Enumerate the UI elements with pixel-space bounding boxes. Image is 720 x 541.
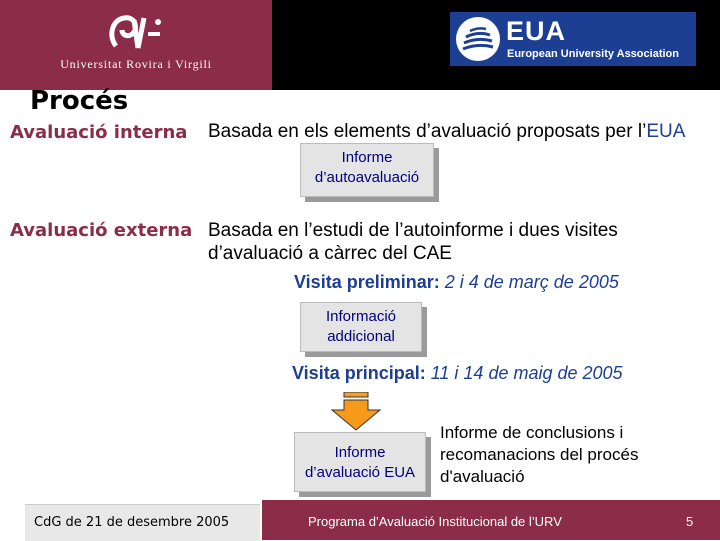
preliminary-visit-date: 2 i 4 de març de 2005 <box>444 272 619 292</box>
eua-globe-icon <box>456 17 500 61</box>
external-evaluation-label: Avaluació externa <box>10 220 193 241</box>
eua-full-name: European University Association <box>507 48 679 60</box>
conclusions-line: d'avaluació <box>440 467 525 486</box>
eua-evaluation-report-box <box>294 432 426 492</box>
additional-information-box <box>300 302 422 352</box>
urv-logo-icon <box>104 12 168 52</box>
footer-date-text: CdG de 21 de desembre 2005 <box>34 515 230 530</box>
internal-description-text: Basada en els elements d’avaluació proposats per l’ <box>208 121 647 142</box>
internal-description-eua: EUA <box>646 121 686 142</box>
box-line: d’avaluació EUA <box>304 464 416 481</box>
box-line: Informació <box>325 308 397 325</box>
conclusions-line: Informe de conclusions i <box>440 423 624 442</box>
preliminary-visit <box>294 272 619 293</box>
conclusions-line: recomanacions del procés <box>440 445 639 464</box>
main-visit <box>292 363 623 384</box>
main-visit-date: 11 i 14 de maig de 2005 <box>430 363 623 383</box>
eua-acronym: EUA <box>506 16 567 46</box>
external-evaluation-description-line2: d’avaluació a càrrec del CAE <box>208 243 452 264</box>
box-line: Informe <box>341 149 393 166</box>
down-arrow-icon <box>328 392 384 432</box>
main-visit-label: Visita principal: <box>292 363 426 383</box>
slide-title: Procés <box>30 86 129 116</box>
box-line: Informe <box>334 444 386 461</box>
eua-logo <box>450 12 696 66</box>
internal-evaluation-label: Avaluació interna <box>10 122 188 143</box>
self-assessment-report-box <box>300 143 434 197</box>
internal-evaluation-description <box>208 121 685 143</box>
page-number: 5 <box>686 514 694 529</box>
footer-program-name: Programa d’Avaluació Institucional de l’URV <box>308 514 562 529</box>
external-evaluation-description-line1: Basada en l’estudi de l’autoinforme i dues visites <box>208 220 618 241</box>
box-line: d’autoavaluació <box>314 169 420 186</box>
conclusions-report-text <box>440 422 638 488</box>
university-name: Universitat Rovira i Virgili <box>60 57 212 71</box>
preliminary-visit-label: Visita preliminar: <box>294 272 440 292</box>
box-line: addicional <box>327 328 395 345</box>
